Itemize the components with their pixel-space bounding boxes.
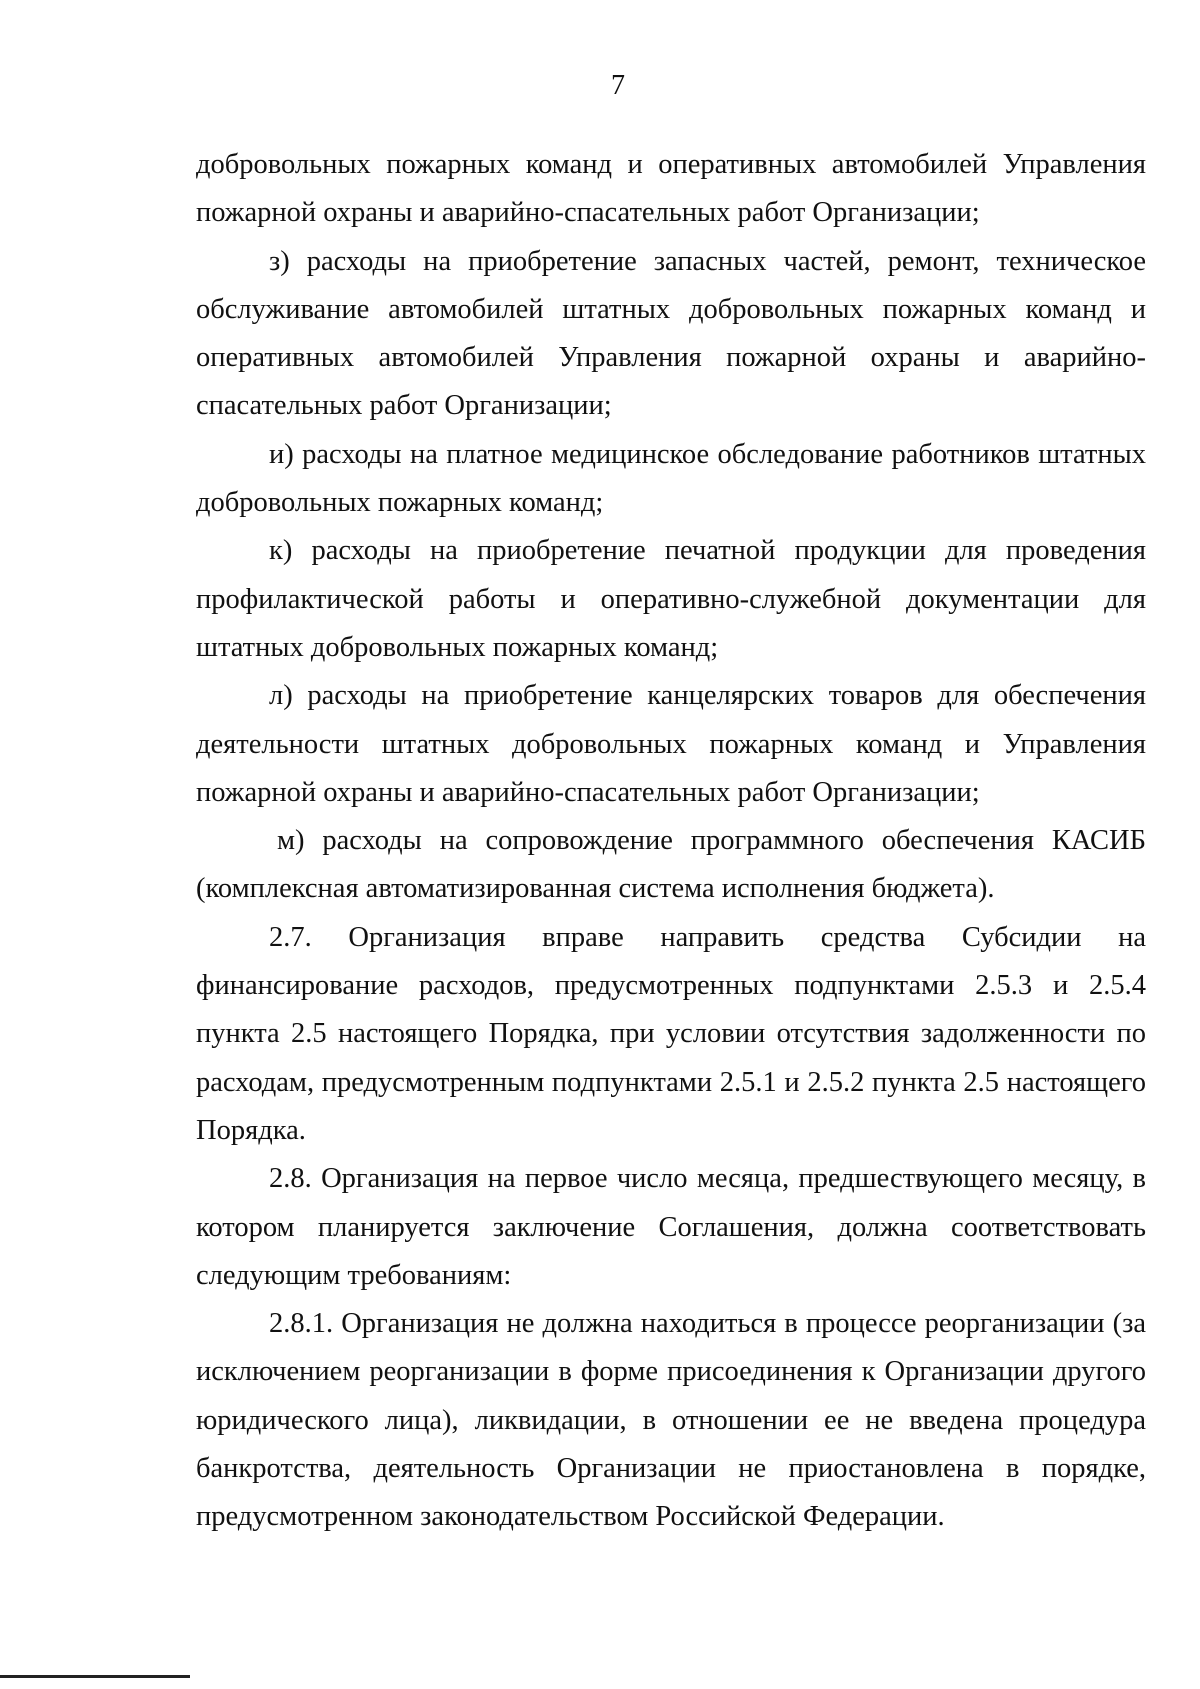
page-number: 7 — [611, 70, 625, 101]
paragraph-2-8: 2.8. Организация на первое число месяца, предшествующего месяцу, в котором планируется заключение Соглашения, должна соответствовать следующим требованиям: — [196, 1163, 1146, 1291]
paragraph-item-k: к) расходы на приобретение печатной продукции для проведения профилактической работы и оперативно-служебной документации для штатных добровольных пожарных команд; — [196, 535, 1146, 663]
body-text — [196, 141, 1146, 1542]
paragraph-item-m: м) расходы на сопровождение программного обеспечения КАСИБ (комплексная автоматизированная система исполнения бюджета). — [196, 825, 1146, 905]
paragraph-continuation: добровольных пожарных команд и оперативных автомобилей Управления пожарной охраны и аварийно-спасательных работ Организации; — [196, 149, 1146, 229]
paragraph-2-7: 2.7. Организация вправе направить средства Субсидии на финансирование расходов, предусмотренных подпунктами 2.5.3 и 2.5.4 пункта 2.5 настоящего Порядка, при условии отсутствия задолженности по расходам, предусмотренным подпунктами 2.5.1 и 2.5.2 пункта 2.5 настоящего Порядка. — [196, 921, 1146, 1146]
paragraph-2-8-1: 2.8.1. Организация не должна находиться в процессе реорганизации (за исключением реорганизации в форме присоединения к Организации другого юридического лица), ликвидации, в отношении ее не введена процедура банкротства, деятельность Организации не приостановлена в порядке, предусмотренном законодательством Российской Федерации. — [196, 1308, 1146, 1533]
scan-edge-line — [0, 1675, 190, 1678]
paragraph-item-z: з) расходы на приобретение запасных частей, ремонт, техническое обслуживание автомобилей штатных добровольных пожарных команд и оперативных автомобилей Управления пожарной охраны и аварийно-спасательных работ Организации; — [196, 245, 1146, 422]
paragraph-item-l: л) расходы на приобретение канцелярских товаров для обеспечения деятельности штатных добровольных пожарных команд и Управления пожарной охраны и аварийно-спасательных работ Организации; — [196, 680, 1146, 808]
paragraph-item-i: и) расходы на платное медицинское обследование работников штатных добровольных пожарных команд; — [196, 438, 1146, 519]
